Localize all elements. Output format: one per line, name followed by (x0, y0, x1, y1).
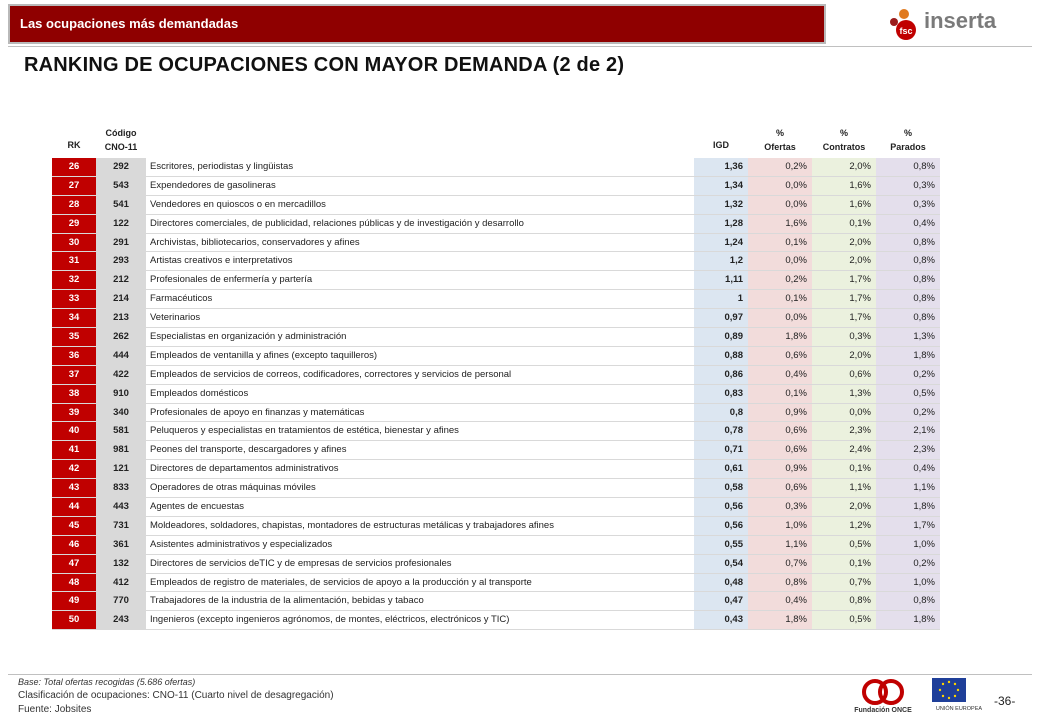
rank-cell: 31 (52, 252, 96, 270)
header-contratos-line2: Contratos (822, 142, 866, 152)
code-cell: 121 (96, 460, 146, 478)
table-body (52, 158, 940, 630)
code-cell: 212 (96, 271, 146, 289)
igd-cell: 0,48 (694, 574, 748, 592)
igd-cell: 0,56 (694, 498, 748, 516)
table-row (52, 271, 940, 290)
parados-cell: 0,4% (876, 460, 940, 478)
parados-cell: 1,1% (876, 479, 940, 497)
parados-cell: 1,3% (876, 328, 940, 346)
ofertas-cell: 0,2% (748, 271, 812, 289)
ofertas-cell: 0,7% (748, 555, 812, 573)
code-cell: 412 (96, 574, 146, 592)
code-cell: 444 (96, 347, 146, 365)
occupation-cell: Agentes de encuestas (150, 501, 245, 513)
igd-cell: 0,78 (694, 422, 748, 440)
inserta-logo (884, 4, 1034, 44)
code-cell: 543 (96, 177, 146, 195)
occupation-cell: Directores de departamentos administrativos (150, 463, 339, 475)
rank-cell: 46 (52, 536, 96, 554)
contratos-cell: 1,3% (812, 385, 876, 403)
code-cell: 910 (96, 385, 146, 403)
ofertas-cell: 0,0% (748, 309, 812, 327)
header-igd: IGD (712, 140, 729, 150)
contratos-cell: 0,7% (812, 574, 876, 592)
ofertas-cell: 0,4% (748, 366, 812, 384)
table-header (52, 122, 940, 158)
occupation-cell: Empleados de servicios de correos, codificadores, correctores y servicios de personal (150, 368, 512, 380)
ofertas-cell: 0,3% (748, 498, 812, 516)
parados-cell: 2,3% (876, 441, 940, 459)
ofertas-cell: 0,4% (748, 592, 812, 610)
code-cell: 291 (96, 234, 146, 252)
code-cell: 213 (96, 309, 146, 327)
code-cell: 731 (96, 517, 146, 535)
parados-cell: 1,0% (876, 574, 940, 592)
igd-cell: 0,97 (694, 309, 748, 327)
igd-cell: 1,28 (694, 215, 748, 233)
ofertas-cell: 0,0% (748, 196, 812, 214)
contratos-cell: 0,5% (812, 611, 876, 629)
eu-flag-logo (928, 676, 990, 718)
ofertas-cell: 0,6% (748, 441, 812, 459)
rank-cell: 44 (52, 498, 96, 516)
ofertas-cell: 1,1% (748, 536, 812, 554)
table-row (52, 555, 940, 574)
parados-cell: 1,8% (876, 347, 940, 365)
ofertas-cell: 0,1% (748, 234, 812, 252)
contratos-cell: 1,1% (812, 479, 876, 497)
code-cell: 770 (96, 592, 146, 610)
igd-cell: 1,32 (694, 196, 748, 214)
table-row (52, 196, 940, 215)
rank-cell: 42 (52, 460, 96, 478)
parados-cell: 0,4% (876, 215, 940, 233)
code-cell: 292 (96, 158, 146, 176)
ofertas-cell: 0,9% (748, 404, 812, 422)
table-row (52, 404, 940, 423)
rank-cell: 50 (52, 611, 96, 629)
contratos-cell: 2,4% (812, 441, 876, 459)
eu-text: UNIÓN EUROPEA (935, 706, 983, 712)
occupation-cell: Directores comerciales, de publicidad, relaciones públicas y de investigación y desarrollo (150, 217, 524, 229)
header-ofertas-line2: Ofertas (764, 142, 796, 152)
table-row (52, 328, 940, 347)
section-label: Las ocupaciones más demandadas (20, 16, 239, 31)
igd-cell: 0,86 (694, 366, 748, 384)
parados-cell: 0,8% (876, 271, 940, 289)
occupation-cell: Especialistas en organización y administración (150, 331, 347, 343)
rank-cell: 38 (52, 385, 96, 403)
occupation-cell: Empleados de registro de materiales, de servicios de apoyo a la producción y al transporte (150, 576, 532, 588)
occupation-cell: Empleados de ventanilla y afines (excepto taquilleros) (150, 349, 378, 361)
parados-cell: 1,8% (876, 611, 940, 629)
igd-cell: 0,88 (694, 347, 748, 365)
rank-cell: 34 (52, 309, 96, 327)
ofertas-cell: 1,6% (748, 215, 812, 233)
ofertas-cell: 0,6% (748, 347, 812, 365)
contratos-cell: 0,3% (812, 328, 876, 346)
ofertas-cell: 0,0% (748, 177, 812, 195)
table-row (52, 252, 940, 271)
occupation-cell: Archivistas, bibliotecarios, conservadores y afines (150, 236, 360, 248)
contratos-cell: 0,1% (812, 555, 876, 573)
table-row (52, 385, 940, 404)
fsc-text: fsc (899, 26, 913, 36)
table-row (52, 215, 940, 234)
parados-cell: 0,3% (876, 196, 940, 214)
igd-cell: 1,34 (694, 177, 748, 195)
contratos-cell: 1,2% (812, 517, 876, 535)
ofertas-cell: 0,2% (748, 158, 812, 176)
parados-cell: 0,3% (876, 177, 940, 195)
igd-cell: 0,8 (694, 404, 748, 422)
parados-cell: 0,8% (876, 158, 940, 176)
header-ofertas-line1: % (775, 128, 784, 138)
parados-cell: 0,8% (876, 252, 940, 270)
ofertas-cell: 0,1% (748, 385, 812, 403)
page-number: -36- (994, 694, 1016, 708)
igd-cell: 1,36 (694, 158, 748, 176)
contratos-cell: 2,0% (812, 252, 876, 270)
contratos-cell: 2,3% (812, 422, 876, 440)
rank-cell: 39 (52, 404, 96, 422)
page-title: RANKING DE OCUPACIONES CON MAYOR DEMANDA (2 de 2) (24, 54, 625, 76)
rank-cell: 45 (52, 517, 96, 535)
code-cell: 422 (96, 366, 146, 384)
rank-cell: 33 (52, 290, 96, 308)
igd-cell: 0,56 (694, 517, 748, 535)
igd-cell: 1 (694, 290, 748, 308)
occupation-cell: Veterinarios (150, 312, 201, 324)
occupation-cell: Artistas creativos e interpretativos (150, 255, 293, 267)
rank-cell: 29 (52, 215, 96, 233)
igd-cell: 0,71 (694, 441, 748, 459)
parados-cell: 2,1% (876, 422, 940, 440)
contratos-cell: 2,0% (812, 158, 876, 176)
parados-cell: 0,2% (876, 404, 940, 422)
code-cell: 443 (96, 498, 146, 516)
footer-clasificacion: Clasificación de ocupaciones: CNO-11 (Cuarto nivel de desagregación) (18, 690, 334, 701)
occupation-cell: Asistentes administrativos y especializados (150, 538, 333, 550)
contratos-cell: 2,0% (812, 234, 876, 252)
occupation-cell: Peluqueros y especialistas en tratamientos de estética, bienestar y afines (150, 425, 459, 437)
igd-cell: 1,2 (694, 252, 748, 270)
occupation-cell: Operadores de otras máquinas móviles (150, 482, 316, 494)
igd-cell: 1,11 (694, 271, 748, 289)
ofertas-cell: 0,9% (748, 460, 812, 478)
top-divider (8, 46, 1032, 47)
parados-cell: 0,8% (876, 234, 940, 252)
rank-cell: 41 (52, 441, 96, 459)
occupation-cell: Profesionales de enfermería y partería (150, 274, 313, 286)
code-cell: 293 (96, 252, 146, 270)
table-row (52, 498, 940, 517)
igd-cell: 0,54 (694, 555, 748, 573)
contratos-cell: 1,7% (812, 271, 876, 289)
rank-cell: 40 (52, 422, 96, 440)
table-row (52, 422, 940, 441)
occupation-cell: Directores de servicios deTIC y de empresas de servicios profesionales (150, 557, 452, 569)
header-parados (876, 126, 940, 154)
rank-cell: 35 (52, 328, 96, 346)
parados-cell: 0,8% (876, 290, 940, 308)
parados-cell: 1,7% (876, 517, 940, 535)
table-row (52, 158, 940, 177)
table-row (52, 574, 940, 593)
occupation-cell: Farmacéuticos (150, 293, 213, 305)
contratos-cell: 0,6% (812, 366, 876, 384)
occupation-cell: Trabajadores de la industria de la alimentación, bebidas y tabaco (150, 595, 424, 607)
code-cell: 581 (96, 422, 146, 440)
inserta-text: inserta (924, 8, 997, 33)
code-cell: 833 (96, 479, 146, 497)
contratos-cell: 0,1% (812, 460, 876, 478)
table-row (52, 234, 940, 253)
igd-cell: 0,47 (694, 592, 748, 610)
code-cell: 262 (96, 328, 146, 346)
igd-cell: 0,58 (694, 479, 748, 497)
footer-base: Base: Total ofertas recogidas (5.686 ofertas) (18, 677, 196, 687)
contratos-cell: 2,0% (812, 498, 876, 516)
contratos-cell: 0,8% (812, 592, 876, 610)
rank-cell: 36 (52, 347, 96, 365)
contratos-cell: 1,7% (812, 290, 876, 308)
footer-fuente: Fuente: Jobsites (18, 704, 92, 715)
bottom-divider (8, 674, 1032, 675)
occupation-cell: Peones del transporte, descargadores y afines (150, 444, 347, 456)
table-row (52, 309, 940, 328)
code-cell: 340 (96, 404, 146, 422)
ofertas-cell: 1,0% (748, 517, 812, 535)
rank-cell: 26 (52, 158, 96, 176)
occupation-cell: Profesionales de apoyo en finanzas y matemáticas (150, 406, 365, 418)
ofertas-cell: 0,8% (748, 574, 812, 592)
code-cell: 361 (96, 536, 146, 554)
fundacion-once-logo (846, 676, 920, 716)
header-codigo (96, 126, 146, 154)
parados-cell: 1,0% (876, 536, 940, 554)
table-row (52, 479, 940, 498)
igd-cell: 0,61 (694, 460, 748, 478)
header-codigo-line1: Código (105, 128, 137, 138)
contratos-cell: 0,0% (812, 404, 876, 422)
ofertas-cell: 0,6% (748, 422, 812, 440)
contratos-cell: 0,5% (812, 536, 876, 554)
rank-cell: 43 (52, 479, 96, 497)
table-row (52, 460, 940, 479)
parados-cell: 0,2% (876, 366, 940, 384)
ofertas-cell: 1,8% (748, 611, 812, 629)
rank-cell: 37 (52, 366, 96, 384)
code-cell: 214 (96, 290, 146, 308)
igd-cell: 1,24 (694, 234, 748, 252)
table-row (52, 347, 940, 366)
table-row (52, 366, 940, 385)
ofertas-cell: 0,1% (748, 290, 812, 308)
parados-cell: 0,5% (876, 385, 940, 403)
parados-cell: 0,8% (876, 592, 940, 610)
code-cell: 541 (96, 196, 146, 214)
header-parados-line1: % (903, 128, 912, 138)
ofertas-cell: 0,6% (748, 479, 812, 497)
parados-cell: 1,8% (876, 498, 940, 516)
parados-cell: 0,2% (876, 555, 940, 573)
occupation-cell: Expendedores de gasolineras (150, 179, 276, 191)
ofertas-cell: 0,0% (748, 252, 812, 270)
occupation-cell: Moldeadores, soldadores, chapistas, montadores de estructuras metálicas y trabajadores afines (150, 519, 554, 531)
table-row (52, 517, 940, 536)
table-row (52, 441, 940, 460)
contratos-cell: 1,6% (812, 196, 876, 214)
igd-cell: 0,55 (694, 536, 748, 554)
parados-cell: 0,8% (876, 309, 940, 327)
contratos-cell: 1,7% (812, 309, 876, 327)
code-cell: 243 (96, 611, 146, 629)
section-header-band (8, 4, 826, 44)
table-row (52, 177, 940, 196)
rank-cell: 32 (52, 271, 96, 289)
header-codigo-line2: CNO-11 (104, 142, 138, 152)
code-cell: 122 (96, 215, 146, 233)
rank-cell: 47 (52, 555, 96, 573)
ranking-table (52, 122, 940, 630)
header-ofertas (748, 126, 812, 154)
occupation-cell: Empleados domésticos (150, 387, 249, 399)
once-text: Fundación ONCE (854, 707, 912, 714)
ofertas-cell: 1,8% (748, 328, 812, 346)
rank-cell: 27 (52, 177, 96, 195)
table-row (52, 290, 940, 309)
igd-cell: 0,89 (694, 328, 748, 346)
contratos-cell: 1,6% (812, 177, 876, 195)
igd-cell: 0,83 (694, 385, 748, 403)
table-row (52, 536, 940, 555)
code-cell: 132 (96, 555, 146, 573)
occupation-cell: Vendedores en quioscos o en mercadillos (150, 198, 326, 210)
rank-cell: 49 (52, 592, 96, 610)
header-contratos-line1: % (839, 128, 848, 138)
table-row (52, 611, 940, 630)
rank-cell: 30 (52, 234, 96, 252)
contratos-cell: 0,1% (812, 215, 876, 233)
rank-cell: 48 (52, 574, 96, 592)
rank-cell: 28 (52, 196, 96, 214)
header-parados-line2: Parados (890, 142, 926, 152)
occupation-cell: Ingenieros (excepto ingenieros agrónomos, de montes, eléctricos, electrónicos y TIC) (150, 614, 510, 626)
code-cell: 981 (96, 441, 146, 459)
contratos-cell: 2,0% (812, 347, 876, 365)
occupation-cell: Escritores, periodistas y lingüistas (150, 161, 294, 172)
header-rk: RK (67, 140, 81, 150)
igd-cell: 0,43 (694, 611, 748, 629)
header-contratos (812, 126, 876, 154)
table-row (52, 592, 940, 611)
